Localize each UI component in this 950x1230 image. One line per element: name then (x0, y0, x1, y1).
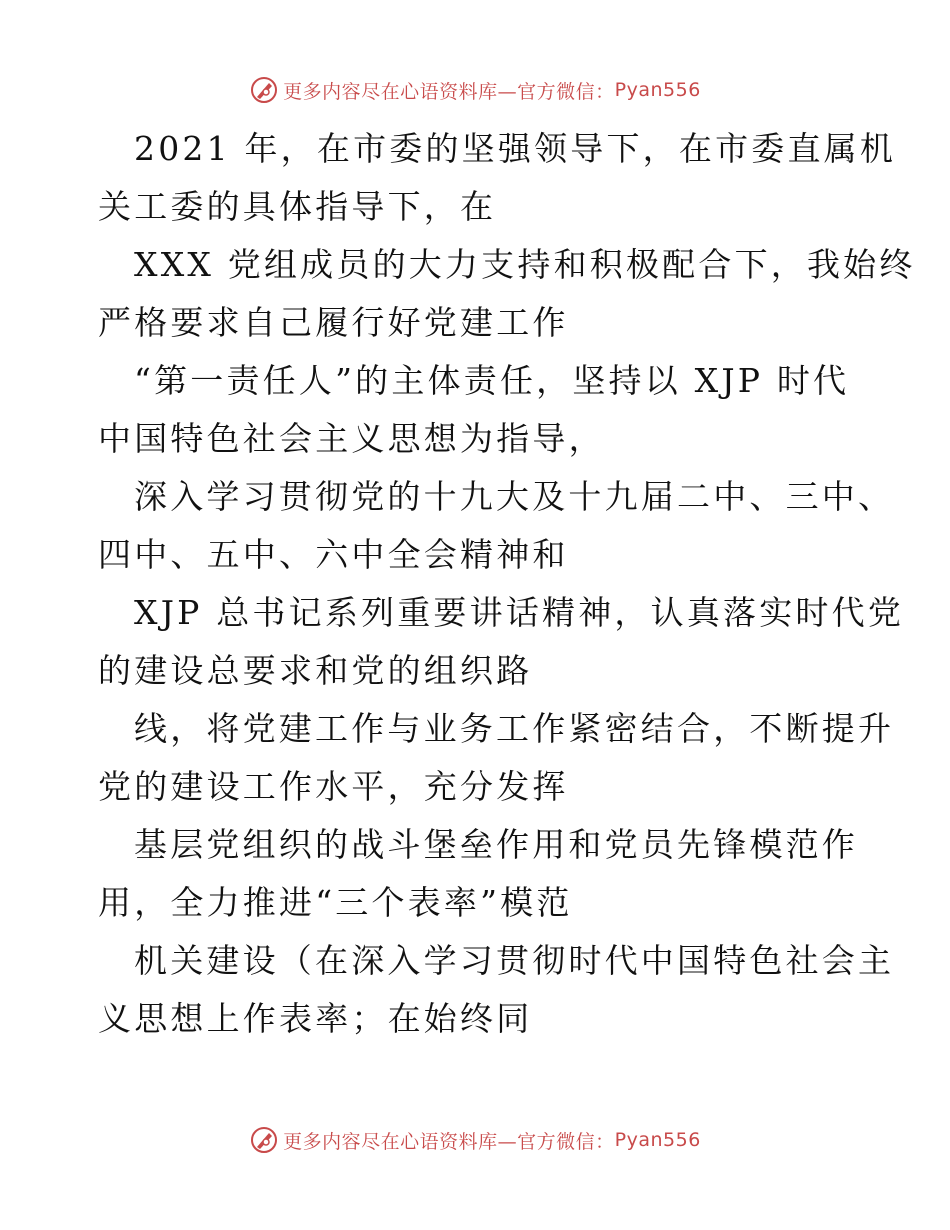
quill-logo-icon (249, 1125, 279, 1155)
watermark-text: 更多内容尽在心语资料库—官方微信： (283, 80, 615, 103)
text-line: 的建设总要求和党的组织路 (98, 651, 533, 690)
text-line: 2021 年，在市委的坚强领导下，在市委直属机 (134, 129, 897, 168)
text-line: 用，全力推进“三个表率”模范 (98, 883, 573, 922)
text-line: “第一责任人”的主体责任，坚持以 XJP 时代 (134, 361, 850, 400)
watermark-header (0, 70, 950, 110)
text-line: 党的建设工作水平，充分发挥 (98, 767, 569, 806)
document-body (98, 120, 916, 1048)
text-line: XXX 党组成员的大力支持和积极配合下，我始终 (134, 245, 916, 284)
text-line: 基层党组织的战斗堡垒作用和党员先锋模范作 (134, 825, 858, 864)
watermark-footer (0, 1120, 950, 1160)
text-line: XJP 总书记系列重要讲话精神，认真落实时代党 (134, 593, 905, 632)
text-line: 深入学习贯彻党的十九大及十九届二中、三中、 (134, 477, 895, 516)
text-line: 机关建设（在深入学习贯彻时代中国特色社会主 (134, 941, 895, 980)
text-line: 严格要求自己履行好党建工作 (98, 303, 569, 342)
text-line: 中国特色社会主义思想为指导， (98, 419, 605, 458)
watermark-text: 更多内容尽在心语资料库—官方微信： (283, 1130, 615, 1153)
text-line: 关工委的具体指导下，在 (98, 187, 497, 226)
text-line: 四中、五中、六中全会精神和 (98, 535, 569, 574)
watermark-wechat-id: Pyan556 (614, 1129, 701, 1151)
watermark-wechat-id: Pyan556 (614, 79, 701, 101)
text-line: 义思想上作表率；在始终同 (98, 999, 533, 1038)
quill-logo-icon (249, 75, 279, 105)
text-line: 线，将党建工作与业务工作紧密结合，不断提升 (134, 709, 895, 748)
